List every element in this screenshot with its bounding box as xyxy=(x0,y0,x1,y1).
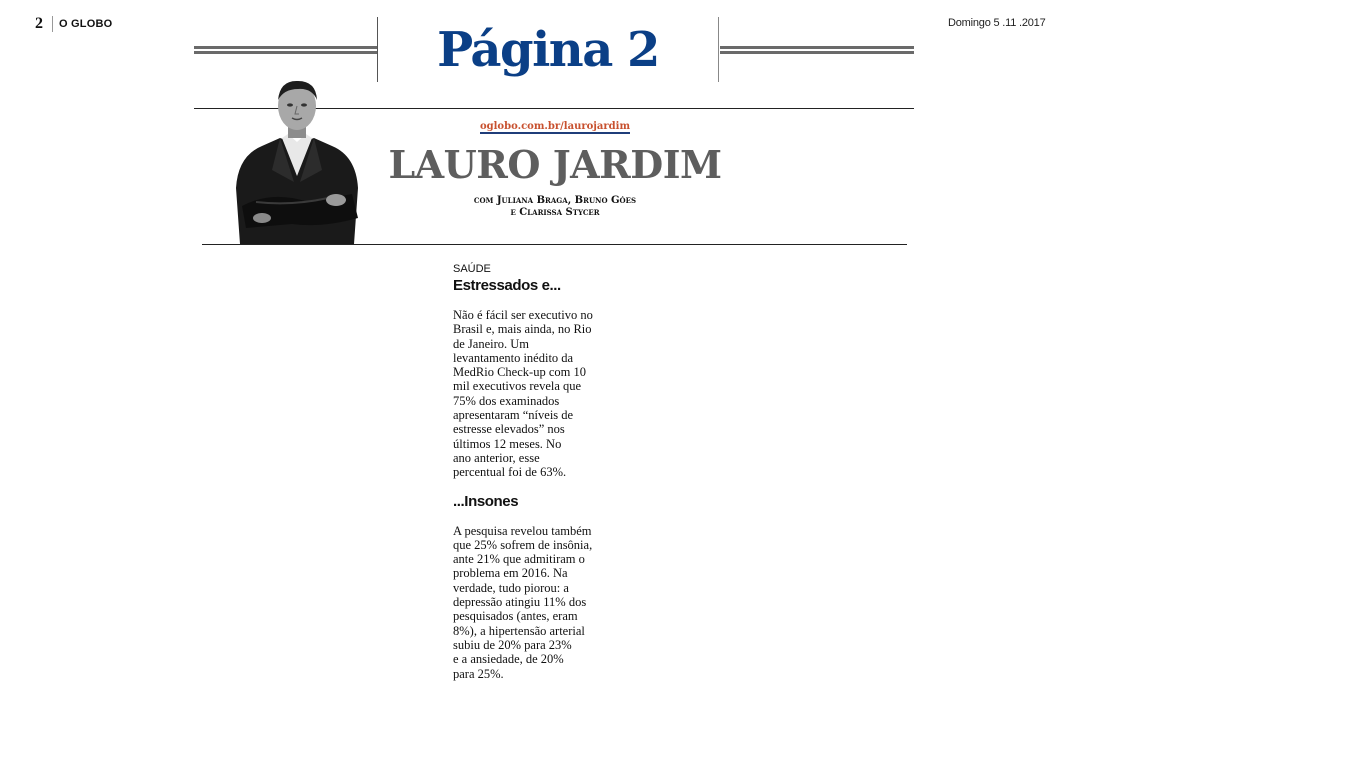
page-folio xyxy=(35,15,112,33)
masthead-divider-right xyxy=(718,17,719,82)
columnist-portrait xyxy=(232,78,362,244)
newspaper-name: O GLOBO xyxy=(59,18,113,30)
masthead-rule-left xyxy=(194,46,377,54)
credits-line-2: e Clarissa Stycer xyxy=(510,207,600,218)
columnist-name: LAURO JARDIM xyxy=(388,142,722,187)
article-kicker: SAÚDE xyxy=(453,263,491,275)
page-number: 2 xyxy=(35,15,43,32)
column-credits xyxy=(405,195,705,219)
credits-line-1: com Juliana Braga, Bruno Góes xyxy=(473,195,637,206)
header-bottom-rule xyxy=(202,244,907,245)
column-url[interactable]: oglobo.com.br/laurojardim xyxy=(479,121,631,132)
article-subhead: ...Insones xyxy=(453,492,519,510)
article-paragraph-2: A pesquisa revelou também que 25% sofrem de insônia, ante 21% que admitiram o problema em 2016. Na verdade, tudo piorou: a depressão atingiu 11% dos pesquisados (antes, eram 8%), a hipertensão arterial subiu de 20% para 23% e a ansiedade, de 20% para 25%. xyxy=(453,523,593,681)
article-saude xyxy=(453,262,613,681)
article-headline: Estressados e... xyxy=(453,277,561,294)
folio-divider xyxy=(52,16,53,32)
masthead-rule-right xyxy=(720,46,914,54)
issue-date: Domingo 5 .11 .2017 xyxy=(948,17,1046,29)
article-paragraph-1: Não é fácil ser executivo no Brasil e, mais ainda, no Rio de Janeiro. Um levantamento inédito da MedRio Check-up com 10 mil executivos revela que 75% dos examinados apresentaram “níveis de estresse elevados” nos últimos 12 meses. No ano anterior, esse percentual foi de 63%. xyxy=(453,308,593,480)
section-title: Página 2 xyxy=(437,22,659,78)
